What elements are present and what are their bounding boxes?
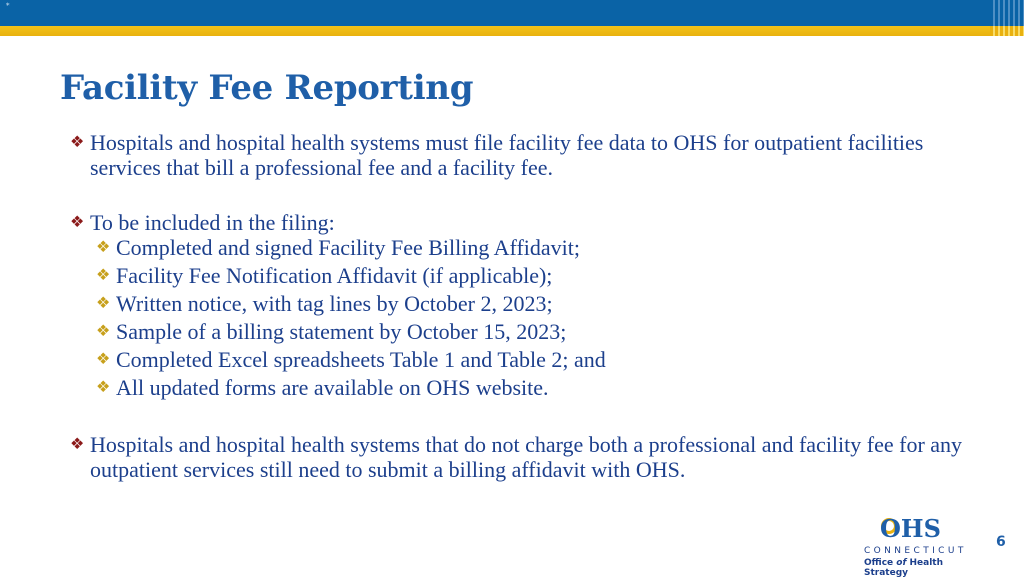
diamond-bullet-icon: ❖: [70, 214, 85, 231]
logo-state: CONNECTICUT: [864, 546, 967, 556]
diamond-bullet-icon: ❖: [96, 267, 111, 284]
header-blue-bar: [0, 0, 1024, 26]
sub-bullet-text: Facility Fee Notification Affidavit (if applicable);: [116, 263, 553, 288]
bullet-text: Hospitals and hospital health systems that do not charge both a professional and facility fee for any outpatient services still need to submit a billing affidavit with OHS.: [90, 432, 963, 482]
bullet-text: Hospitals and hospital health systems must file facility fee data to OHS for outpatient facilities services that bill a professional fee and a facility fee.: [90, 130, 924, 180]
slide-body: [70, 130, 970, 482]
logo-office: Office of Health Strategy: [864, 558, 944, 578]
header-gold-bar: [0, 26, 1024, 36]
slide-title: Facility Fee Reporting: [60, 68, 474, 108]
bullet-item: [70, 432, 970, 482]
logo-name: OHS: [880, 514, 941, 543]
page-number: 6: [996, 534, 1006, 550]
diamond-bullet-icon: ❖: [70, 436, 85, 453]
sub-bullet-item: [96, 347, 970, 375]
sub-bullet-item: [96, 291, 970, 319]
diamond-bullet-icon: ❖: [70, 134, 85, 151]
diamond-bullet-icon: ❖: [96, 239, 111, 256]
diamond-bullet-icon: ❖: [96, 351, 111, 368]
header-stripes: [990, 0, 1024, 26]
sub-bullet-text: All updated forms are available on OHS website.: [116, 375, 549, 400]
sub-bullet-item: [96, 319, 970, 347]
bullet-text: To be included in the filing:: [90, 210, 335, 235]
corner-mark: *: [6, 2, 10, 10]
sub-bullet-item: [96, 375, 970, 403]
gold-stripes: [990, 26, 1024, 36]
ohs-logo: [862, 514, 982, 578]
sub-bullet-item: [96, 235, 970, 263]
sub-bullet-text: Sample of a billing statement by October 15, 2023;: [116, 319, 567, 344]
sub-bullet-text: Written notice, with tag lines by October 2, 2023;: [116, 291, 553, 316]
bullet-item: [70, 210, 970, 235]
bullet-item: [70, 130, 970, 180]
sub-bullet-text: Completed Excel spreadsheets Table 1 and Table 2; and: [116, 347, 606, 372]
diamond-bullet-icon: ❖: [96, 323, 111, 340]
sub-bullet-text: Completed and signed Facility Fee Billing Affidavit;: [116, 235, 580, 260]
diamond-bullet-icon: ❖: [96, 379, 111, 396]
diamond-bullet-icon: ❖: [96, 295, 111, 312]
sub-bullet-item: [96, 263, 970, 291]
